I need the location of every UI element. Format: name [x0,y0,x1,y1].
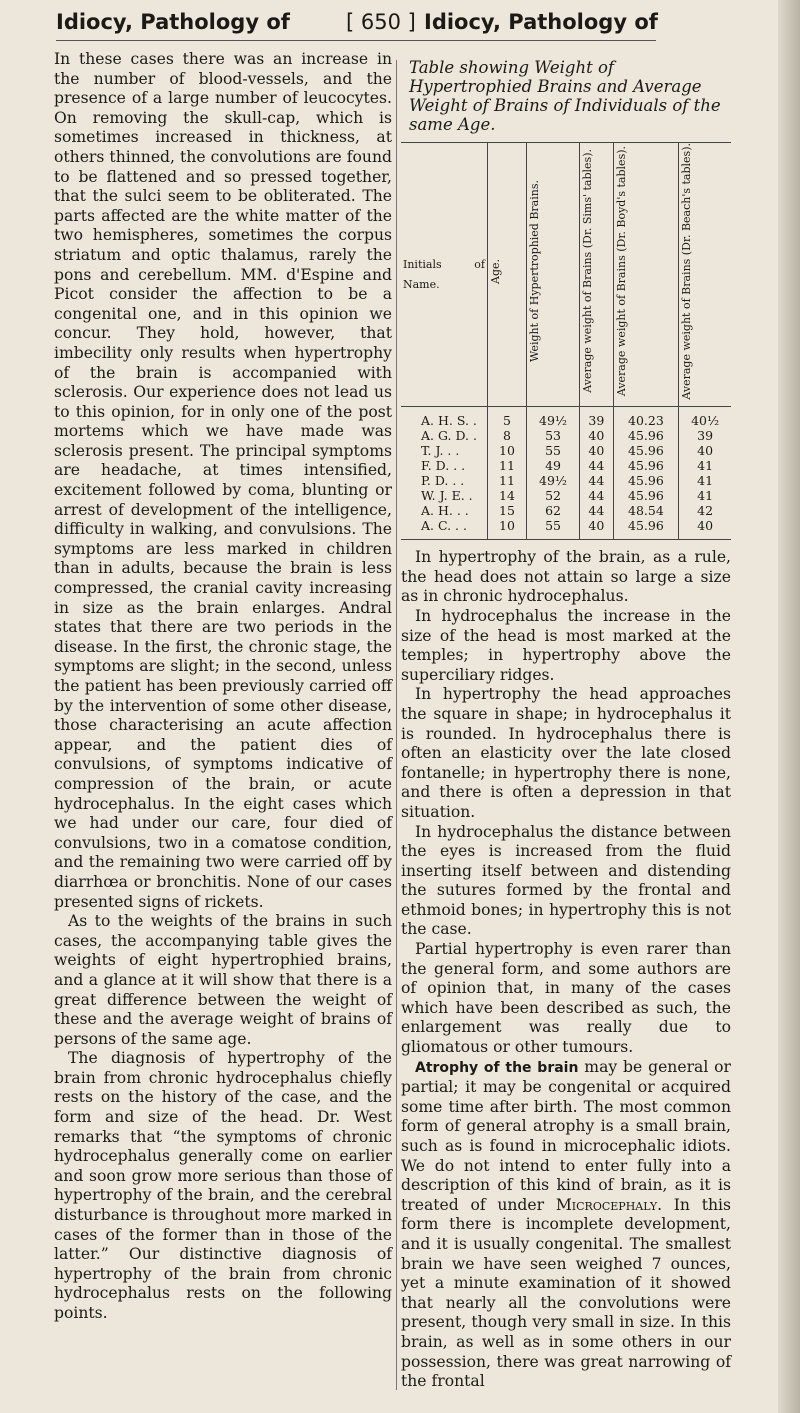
value-cell: 45.96 [613,458,679,473]
left-column [54,50,392,1324]
table-row [401,518,731,540]
table-row [401,488,731,503]
table-header-cell: Initials of Name. [403,258,485,291]
name-cell: T. J. . . [421,443,460,459]
name-cell: P. D. . . [421,473,465,489]
value-cell: 48.54 [613,503,679,518]
value-cell: 40 [679,518,731,540]
value-cell: 45.96 [613,488,679,503]
paragraph: In these cases there was an increase in the number of blood-vessels, and the presence of a large number of leucocytes. On removing the skull-cap, which is sometimes increased in thickness, at others thinned, the convolutions are found to be flattened and so pressed together, that the sulci seem to be obliterated. The parts affected are the white matter of the two hemispheres, sometimes the corpus striatum and optic thalamus, rarely the pons and cerebellum. MM. d'Espine and Picot consider the affection to be a congenital one, and in this opinion we concur. They hold, however, that imbecility only results when hypertrophy of the brain is accompanied with sclerosis. Our experience does not lead us to this opinion, for in only one of the post mortems which we have made was sclerosis present. The principal symptoms are headache, at times intensified, excitement followed by coma, blunting or arrest of development of the intelligence, difficulty in walking, and convulsions. The symptoms are less marked in children than in adults, because the brain is less compressed, the cranial cavity increasing in size as the brain enlarges. Andral states that there are two periods in the disease. In the first, the chronic stage, the symptoms are slight; in the second, unless the patient has been previously carried off by the intervention of some other disease, those characterising an acute affection appear, and the patient dies of convulsions, of symptoms indicative of compression of the brain, or acute hydrocephalus. In the eight cases which we had under our care, four died of convulsions, two in a comatose condition, and the remaining two were carried off by diarrhœa or bronchitis. None of our cases presented signs of rickets. [54,50,392,911]
value-cell: 44 [580,488,614,503]
value-cell: 11 [488,458,527,473]
value-cell: 11 [488,473,527,488]
value-cell: 41 [679,473,731,488]
value-cell: 49½ [527,473,580,488]
value-cell: 42 [679,503,731,518]
header-left-title: Idiocy, Pathology of [56,10,290,34]
cross-reference: Microcephaly [555,1195,658,1214]
value-cell: 41 [679,458,731,473]
value-cell: 39 [679,428,731,443]
value-cell: 45.96 [613,473,679,488]
column-divider [396,60,397,1390]
brain-weight-table [401,142,731,540]
table-header-cell: Average weight of Brains (Dr. Boyd's tables). [613,143,679,407]
value-cell: 40.23 [613,407,679,429]
name-cell: A. H. S. . [421,413,477,429]
name-cell: W. J. E. . [421,488,473,504]
value-cell: 62 [527,503,580,518]
value-cell: 44 [580,503,614,518]
table-row [401,407,731,429]
value-cell: 5 [488,407,527,429]
value-cell: 10 [488,443,527,458]
table-caption: Table showing Weight of Hypertrophied Brains and Average Weight of Brains of Individuals of the same Age. [409,58,721,134]
table-row [401,443,731,458]
value-cell: 41 [679,488,731,503]
paragraph: The diagnosis of hypertrophy of the brain from chronic hydrocephalus chiefly rests on the history of the case, and the form and size of the head. Dr. West remarks that “the symptoms of chronic hydrocephalus generally come on earlier and soon grow more serious than those of hypertrophy of the brain, and the cerebral disturbance is throughout more marked in cases of the former than in those of the latter.” Our distinctive diagnosis of hypertrophy of the brain from chronic hydrocephalus rests on the following points. [54,1049,392,1322]
value-cell: 40½ [679,407,731,429]
value-cell: 40 [679,443,731,458]
table-header-cell: Weight of Hypertrophied Brains. [527,143,580,407]
page-number: [ 650 ] [346,10,416,34]
value-cell: 44 [580,473,614,488]
right-column [401,50,731,1392]
value-cell: 15 [488,503,527,518]
value-cell: 8 [488,428,527,443]
name-cell: A. H. . . [421,503,469,519]
atrophy-heading: Atrophy of the brain [415,1059,579,1076]
table-body [401,407,731,540]
table-header-cell: Average weight of Brains (Dr. Beach's tables). [679,143,731,407]
value-cell: 55 [527,443,580,458]
value-cell: 40 [580,518,614,540]
page-edge [778,0,800,1413]
atrophy-text-cont: . In this form there is incomplete development, and it is usually congenital. The smallest brain we have seen weighed 7 ounces, yet a minute examination of it showed that nearly all the convolutions were present, though very small in size. In this brain, as well as in some others in our possession, there was great narrowing of the frontal [401,1195,731,1391]
value-cell: 52 [527,488,580,503]
name-cell: A. C. . . [401,518,488,540]
value-cell: 45.96 [613,518,679,540]
atrophy-paragraph [401,1058,731,1392]
name-cell: F. D. . . [421,458,466,474]
value-cell: 40 [580,428,614,443]
paragraph: In hypertrophy the head approaches the square in shape; in hydrocephalus it is rounded. In hydrocephalus there is often an elasticity over the late closed fontanelle; in hypertrophy there is none, and there is often a depression in that situation. [401,685,731,821]
value-cell: 55 [527,518,580,540]
value-cell: 45.96 [613,428,679,443]
table-header-row [401,143,731,407]
header-right-title: Idiocy, Pathology of [424,10,658,34]
atrophy-text: may be general or partial; it may be congenital or acquired some time after birth. The most common form of general atrophy is a small brain, such as is found in microcephalic idiots. We do not intend to enter fully into a description of this kind of brain, as it is treated of under [401,1057,731,1214]
value-cell: 49½ [527,407,580,429]
value-cell: 10 [488,518,527,540]
table-header-cell: Average weight of Brains (Dr. Sims' tables). [580,143,614,407]
table-row [401,503,731,518]
table-row [401,473,731,488]
paragraph: As to the weights of the brains in such cases, the accompanying table gives the weights of eight hypertrophied brains, and a glance at it will show that there is a great difference between the weight of these and the average weight of brains of persons of the same age. [54,912,392,1048]
paragraph: In hydrocephalus the increase in the size of the head is most marked at the temples; in hypertrophy above the superciliary ridges. [401,606,731,684]
value-cell: 14 [488,488,527,503]
paragraph: In hypertrophy of the brain, as a rule, the head does not attain so large a size as in chronic hydrocephalus. [401,548,731,606]
header-rule [56,40,656,41]
table-row [401,428,731,443]
table-header-cell: Age. [488,143,527,407]
paragraph: In hydrocephalus the distance between the eyes is increased from the fluid inserting itself between and distending the sutures formed by the frontal and ethmoid bones; in hypertrophy this is not the case. [401,822,731,939]
value-cell: 49 [527,458,580,473]
name-cell: A. G. D. . [421,428,477,444]
value-cell: 45.96 [613,443,679,458]
table-row [401,458,731,473]
running-header [56,10,740,40]
value-cell: 39 [580,407,614,429]
value-cell: 44 [580,458,614,473]
value-cell: 40 [580,443,614,458]
paragraph: Partial hypertrophy is even rarer than the general form, and some authors are of opinion that, in many of the cases which have been described as such, the enlargement was really due to gliomatous or other tumours. [401,940,731,1057]
value-cell: 53 [527,428,580,443]
